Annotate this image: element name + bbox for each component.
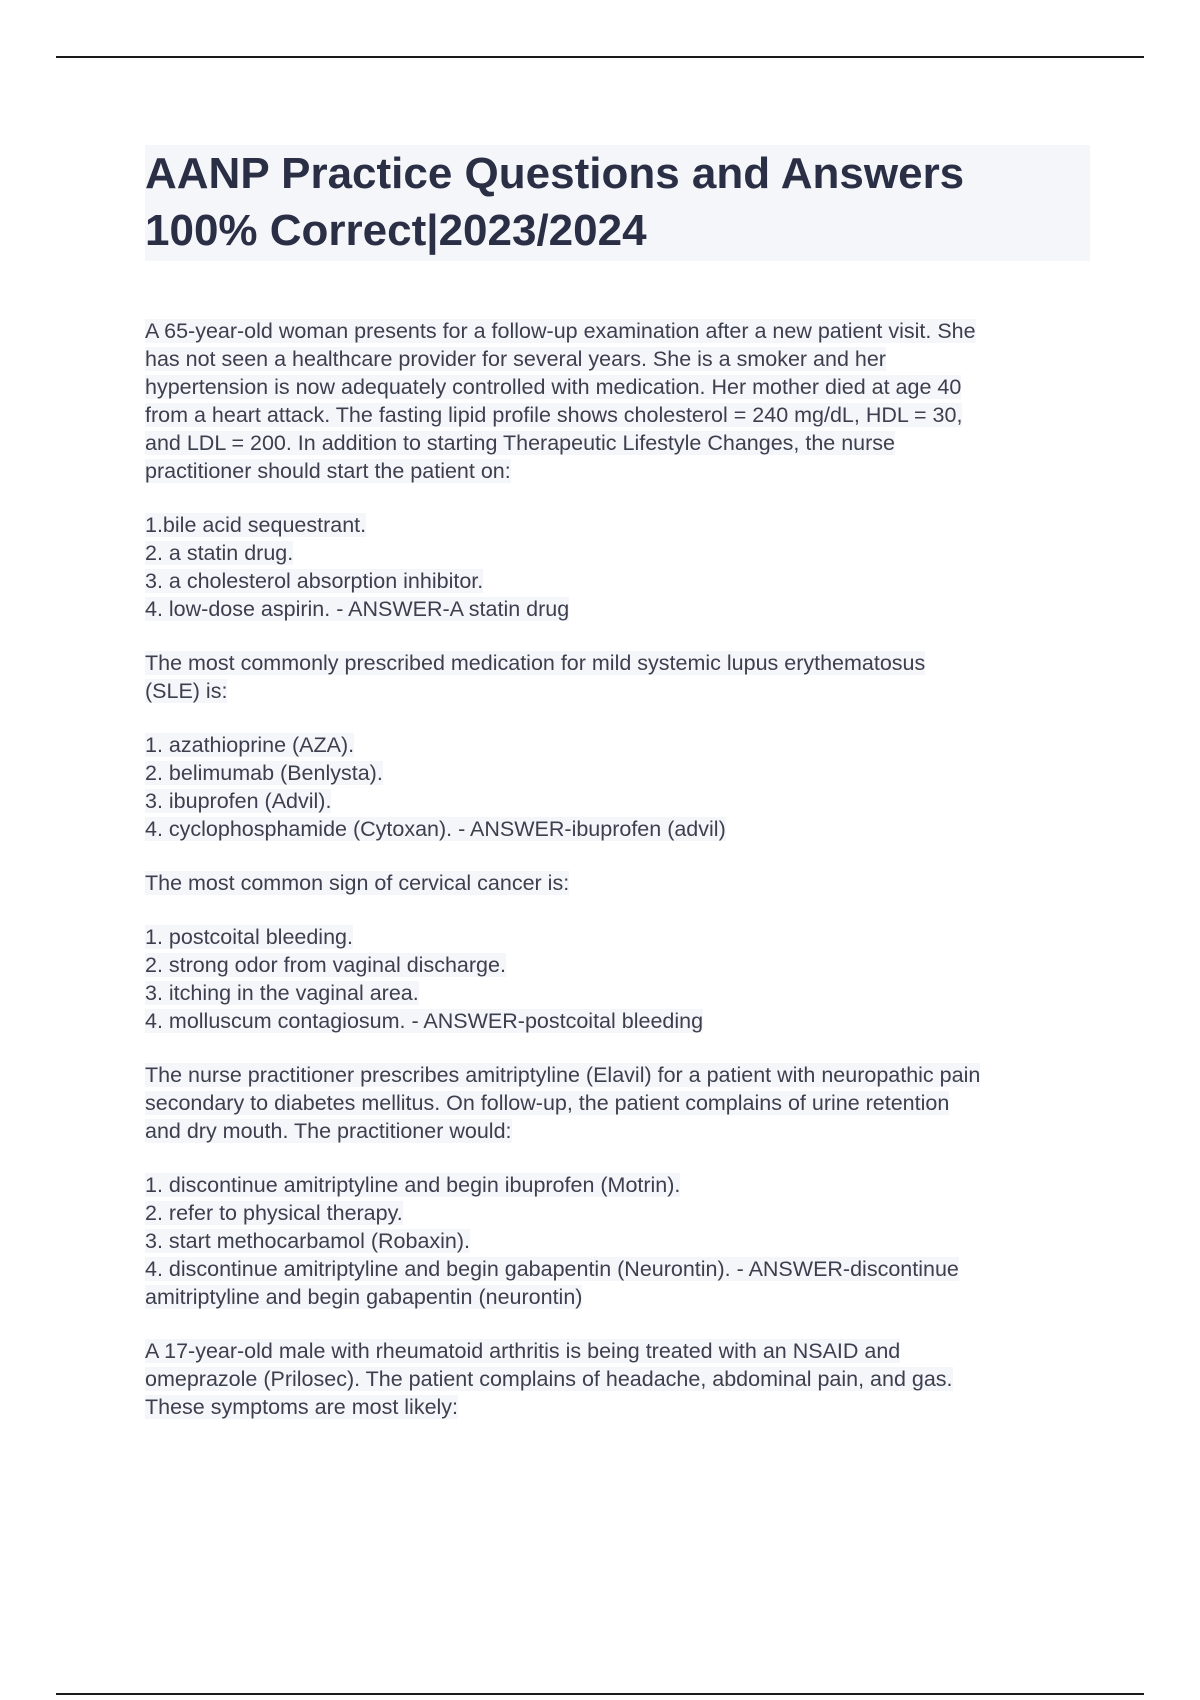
option-line: 2. strong odor from vaginal discharge. [145, 953, 506, 977]
question-stem [145, 1061, 1090, 1145]
option-line: amitriptyline and begin gabapentin (neurontin) [145, 1285, 583, 1309]
options-text [145, 1171, 1090, 1311]
text-line: (SLE) is: [145, 679, 228, 703]
question-item [145, 649, 1090, 705]
text-line: practitioner should start the patient on: [145, 459, 511, 483]
text-line: omeprazole (Prilosec). The patient complains of headache, abdominal pain, and gas. [145, 1367, 953, 1391]
option-line: 3. itching in the vaginal area. [145, 981, 419, 1005]
answer-options [145, 923, 1090, 1035]
text-line: has not seen a healthcare provider for several years. She is a smoker and her [145, 347, 886, 371]
question-stem [145, 869, 1090, 897]
option-line: 2. belimumab (Benlysta). [145, 761, 383, 785]
options-text [145, 923, 1090, 1035]
text-line: and dry mouth. The practitioner would: [145, 1119, 512, 1143]
question-stem [145, 649, 1090, 705]
text-line: and LDL = 200. In addition to starting Therapeutic Lifestyle Changes, the nurse [145, 431, 896, 455]
question-item [145, 1061, 1090, 1145]
text-line: These symptoms are most likely: [145, 1395, 459, 1419]
option-line: 1. discontinue amitriptyline and begin ibuprofen (Motrin). [145, 1173, 681, 1197]
document-body [145, 145, 1090, 1447]
option-line: 2. a statin drug. [145, 541, 294, 565]
text-line: secondary to diabetes mellitus. On follow-up, the patient complains of urine retention [145, 1091, 950, 1115]
option-line: 4. discontinue amitriptyline and begin gabapentin (Neurontin). - ANSWER-discontinue [145, 1257, 959, 1281]
option-line: 3. ibuprofen (Advil). [145, 789, 332, 813]
bottom-rule [56, 1693, 1144, 1695]
title-line: AANP Practice Questions and Answers [145, 149, 965, 198]
options-text [145, 511, 1090, 623]
document-title [145, 145, 1090, 261]
title-line: 100% Correct|2023/2024 [145, 206, 647, 255]
question-item [145, 317, 1090, 485]
answer-options [145, 1171, 1090, 1311]
question-list [145, 317, 1090, 1421]
question-stem [145, 317, 1090, 485]
option-line: 4. cyclophosphamide (Cytoxan). - ANSWER-ibuprofen (advil) [145, 817, 726, 841]
top-rule [56, 56, 1144, 58]
text-line: from a heart attack. The fasting lipid profile shows cholesterol = 240 mg/dL, HDL = 30, [145, 403, 963, 427]
option-line: 2. refer to physical therapy. [145, 1201, 403, 1225]
option-line: 3. start methocarbamol (Robaxin). [145, 1229, 471, 1253]
text-line: The most commonly prescribed medication for mild systemic lupus erythematosus [145, 651, 926, 675]
answer-options [145, 731, 1090, 843]
option-line: 4. low-dose aspirin. - ANSWER-A statin drug [145, 597, 570, 621]
text-line: The most common sign of cervical cancer is: [145, 871, 570, 895]
option-line: 3. a cholesterol absorption inhibitor. [145, 569, 484, 593]
text-line: The nurse practitioner prescribes amitriptyline (Elavil) for a patient with neuropathic pain [145, 1063, 981, 1087]
text-line: A 17-year-old male with rheumatoid arthritis is being treated with an NSAID and [145, 1339, 901, 1363]
option-line: 4. molluscum contagiosum. - ANSWER-postcoital bleeding [145, 1009, 704, 1033]
question-item [145, 869, 1090, 897]
answer-options [145, 511, 1090, 623]
question-stem [145, 1337, 1090, 1421]
option-line: 1. azathioprine (AZA). [145, 733, 355, 757]
text-line: hypertension is now adequately controlled with medication. Her mother died at age 40 [145, 375, 962, 399]
text-line: A 65-year-old woman presents for a follow-up examination after a new patient visit. She [145, 319, 976, 343]
options-text [145, 731, 1090, 843]
question-item [145, 1337, 1090, 1421]
option-line: 1.bile acid sequestrant. [145, 513, 367, 537]
option-line: 1. postcoital bleeding. [145, 925, 353, 949]
